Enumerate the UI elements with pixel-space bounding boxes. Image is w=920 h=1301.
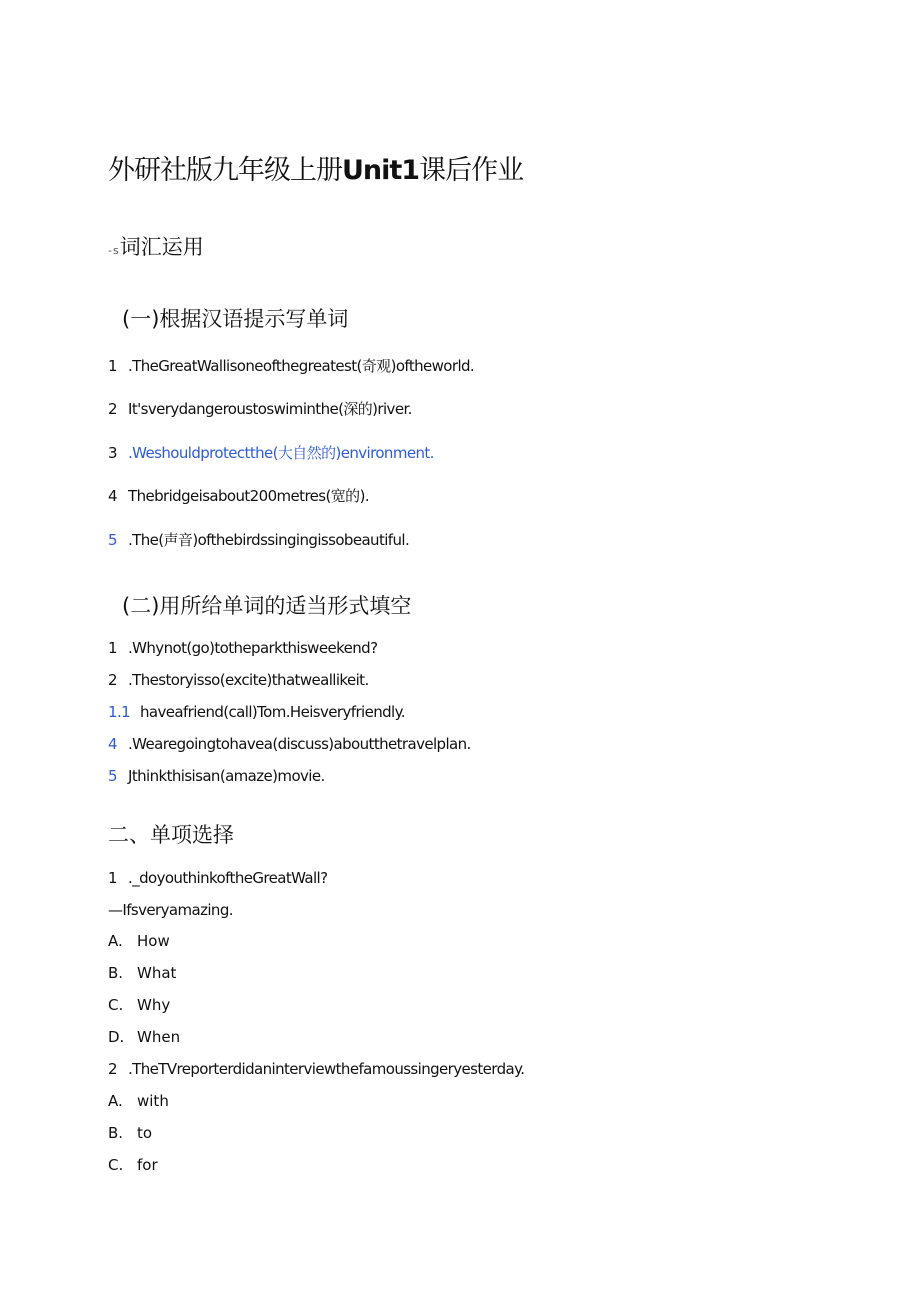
question-2	[108, 1060, 524, 1078]
option-letter: A.	[108, 932, 123, 950]
part1-heading: (一)根据汉语提示写单词	[122, 307, 349, 331]
option-text: When	[137, 1028, 181, 1046]
q1-option-c	[108, 996, 170, 1014]
item-text: .Whynot(go)totheparkthisweekend?	[128, 639, 378, 657]
option-letter: C.	[108, 996, 124, 1014]
title-unit: Unit1	[342, 155, 420, 186]
item-number: 5	[108, 531, 117, 549]
part1-item-3	[108, 442, 434, 463]
q2-option-c	[108, 1156, 158, 1174]
part1-item-1	[108, 355, 474, 376]
item-text: haveafriend(call)Tom.Heisveryfriendly.	[140, 703, 405, 721]
option-letter: A.	[108, 1092, 123, 1110]
part2-item-1	[108, 639, 377, 657]
question-text: ._doyouthinkoftheGreatWall?	[128, 869, 328, 887]
part1-item-2	[108, 398, 412, 419]
q2-option-a	[108, 1092, 169, 1110]
option-letter: D.	[108, 1028, 125, 1046]
item-text: .Thestoryisso(excite)thatweallikeit.	[128, 671, 369, 689]
question-1	[108, 869, 327, 887]
option-text: for	[137, 1156, 158, 1174]
item-number: 1	[108, 639, 117, 657]
item-number: 4	[108, 487, 117, 505]
item-text: Jthinkthisisan(amaze)movie.	[128, 767, 325, 785]
item-text: .Wearegoingtohavea(discuss)aboutthetravelplan.	[128, 735, 471, 753]
part2-heading: (二)用所给单词的适当形式填空	[122, 594, 412, 618]
option-letter: C.	[108, 1156, 124, 1174]
item-number: 5	[108, 767, 117, 785]
title-text-1: 外研社版九年级上册	[108, 155, 342, 186]
document-title	[108, 148, 523, 187]
section-heading-text: 词汇运用	[119, 235, 204, 259]
item-number: 2	[108, 400, 117, 418]
item-text: .The(声音)ofthebirdssingingissobeautiful.	[128, 531, 410, 549]
part2-item-3	[108, 703, 405, 721]
item-number: 1.1	[108, 703, 131, 721]
q1-option-d	[108, 1028, 180, 1046]
question-number: 1	[108, 869, 117, 887]
part2-item-2	[108, 671, 369, 689]
part2-item-5	[108, 767, 325, 785]
item-text: .Weshouldprotectthe(大自然的)environment.	[128, 444, 434, 462]
question-number: 2	[108, 1060, 117, 1078]
item-number: 2	[108, 671, 117, 689]
item-text: Thebridgeisabout200metres(宽的).	[128, 487, 369, 505]
option-letter: B.	[108, 964, 124, 982]
q1-option-a	[108, 932, 170, 950]
section-prefix: -s	[108, 244, 120, 257]
question-text: .TheTVreporterdidaninterviewthefamoussingeryesterday.	[128, 1060, 525, 1078]
option-text: to	[137, 1124, 153, 1142]
item-number: 3	[108, 444, 117, 462]
option-text: What	[137, 964, 177, 982]
option-text: How	[137, 932, 170, 950]
question-1-answer: —Ifsveryamazing.	[108, 901, 233, 919]
q2-option-b	[108, 1124, 152, 1142]
item-text: .TheGreatWallisoneofthegreatest(奇观)oftheworld.	[128, 357, 475, 375]
item-number: 4	[108, 735, 117, 753]
section-vocabulary-heading	[108, 231, 204, 261]
part1-item-5	[108, 529, 409, 550]
item-text: It'sverydangeroustoswiminthe(深的)river.	[128, 400, 412, 418]
option-text: Why	[137, 996, 171, 1014]
title-text-2: 课后作业	[419, 155, 524, 186]
item-number: 1	[108, 357, 117, 375]
option-text: with	[137, 1092, 169, 1110]
q1-option-b	[108, 964, 176, 982]
part2-item-4	[108, 735, 471, 753]
section-multiple-choice-heading: 二、单项选择	[108, 823, 234, 847]
part1-item-4	[108, 485, 369, 506]
option-letter: B.	[108, 1124, 124, 1142]
